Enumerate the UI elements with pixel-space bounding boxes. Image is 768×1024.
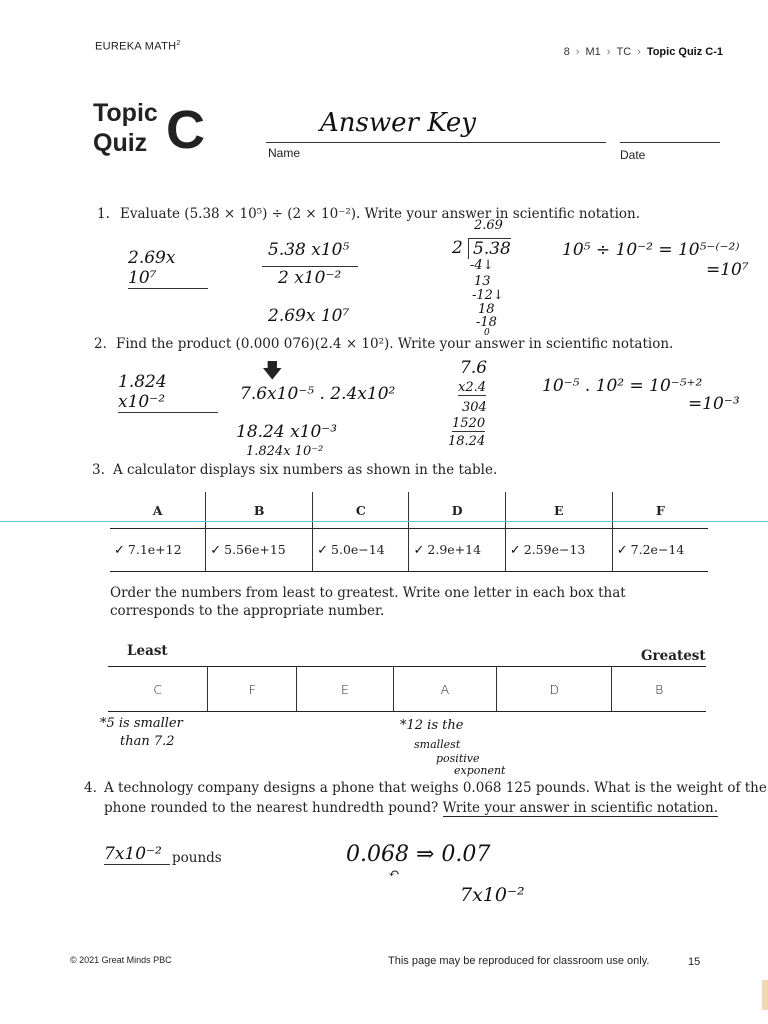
table-cell: ✓ 2.9e+14 <box>409 529 505 572</box>
q1-work-numerator: 5.38 x10⁵ <box>268 240 350 260</box>
table-header-cell: F <box>655 502 665 518</box>
q1-division-step: -12↓ <box>472 288 504 303</box>
scan-guide-line <box>0 521 768 522</box>
checkmark-icon: ✓ <box>210 543 222 558</box>
quiz-letter: C <box>166 100 205 160</box>
q1-division-step: 18 <box>478 302 495 317</box>
answer-box: B <box>612 667 706 712</box>
q2-mult-step: 1520 <box>452 416 486 431</box>
table-header-cell: A <box>110 492 206 529</box>
date-line <box>620 142 720 143</box>
q4-work-result: 7x10⁻² <box>460 884 525 906</box>
table-header-cell: C <box>313 492 409 529</box>
chevron-right-icon: › <box>575 46 580 58</box>
greatest-label: Greatest <box>641 648 706 664</box>
crumb-grade: 8 <box>563 46 570 58</box>
chevron-right-icon: › <box>637 46 641 58</box>
checkmark-icon: ✓ <box>317 543 329 558</box>
q3-note-right: smallest <box>414 738 461 751</box>
table-cell: ✓ 7.2e−14 <box>612 529 708 572</box>
breadcrumb <box>564 46 723 58</box>
crumb-quiz: Topic Quiz C-1 <box>646 46 723 58</box>
scan-edge-mark <box>762 980 768 1010</box>
q3-note-right: exponent <box>454 764 506 777</box>
q1-division-dividend: 5.38 <box>468 238 511 259</box>
q1-division-divisor: 2 <box>452 238 463 258</box>
reproduction-note: This page may be reproduced for classroom use only. <box>388 955 650 967</box>
q3-note-right: *12 is the <box>400 718 464 733</box>
order-answer-table <box>108 666 706 712</box>
checkmark-icon: ✓ <box>413 543 425 558</box>
q2-work-converted: 1.824x 10⁻² <box>246 444 324 459</box>
q4-unit: pounds <box>172 850 222 866</box>
q4-number: 4. <box>84 780 97 796</box>
name-label: Name <box>268 146 301 160</box>
checkmark-icon: ✓ <box>114 543 125 558</box>
q2-mult-step: 18.24 <box>448 434 486 449</box>
answer-box: A <box>393 667 497 712</box>
q3-number: 3. <box>92 462 105 478</box>
q1-division-quotient: 2.69 <box>474 218 503 233</box>
q3-text: A calculator displays six numbers as shown in the table. <box>113 462 498 478</box>
q2-mult-by: x2.4 <box>458 380 487 395</box>
q3-note-right: positive <box>436 752 480 765</box>
crumb-topic: TC <box>616 46 632 58</box>
table-row <box>108 667 706 712</box>
arrow-down-icon: 🡇 <box>262 358 283 382</box>
q2-number: 2. <box>94 336 107 352</box>
q1-exponent-work: 10⁵ ÷ 10⁻² = 10⁵⁻⁽⁻²⁾ <box>562 240 740 260</box>
table-row <box>110 529 708 572</box>
handwritten-name: Answer Key <box>320 108 476 138</box>
answer-box: C <box>108 667 208 712</box>
q2-text: Find the product (0.000 076)(2.4 × 10²). Write your answer in scientific notation. <box>116 336 674 352</box>
q1-exponent-result: =10⁷ <box>706 260 749 280</box>
brand-label: EUREKA MATH$^2$ <box>95 40 181 53</box>
page-number: 15 <box>688 956 701 968</box>
q1-text: Evaluate (5.38 × 10⁵) ÷ (2 × 10⁻²). Write your answer in scientific notation. <box>120 206 641 222</box>
q2-work-product: 18.24 x10⁻³ <box>236 422 338 442</box>
q4-answer: 7x10⁻² <box>104 844 170 865</box>
q1-work-result: 2.69x 10⁷ <box>268 306 350 326</box>
table-header-cell: E <box>505 492 612 529</box>
chevron-right-icon: › <box>606 46 611 58</box>
q1-number: 1. <box>97 206 110 222</box>
checkmark-icon: ✓ <box>616 543 628 558</box>
calculator-values-table <box>110 492 708 572</box>
q2-mult-step: 304 <box>462 400 487 415</box>
fraction-bar <box>262 266 358 267</box>
q2-mult-top: 7.6 <box>460 358 488 378</box>
q2-work-expression: 7.6x10⁻⁵ . 2.4x10² <box>240 384 396 404</box>
name-line <box>266 142 606 143</box>
checkmark-icon: ✓ <box>509 543 521 558</box>
q3-instruction: Order the numbers from least to greatest. Write one letter in each box that corresponds to the appropriate number. <box>110 585 626 619</box>
q1-division-step: 0 <box>484 328 490 338</box>
q1-work-denominator: 2 x10⁻² <box>278 268 342 288</box>
page-title: Topic Quiz <box>93 99 158 157</box>
q2-exponent-result: =10⁻³ <box>688 394 740 414</box>
table-header-row <box>110 492 708 529</box>
table-cell: ✓ 5.56e+15 <box>206 529 313 572</box>
q1-division-step: -4↓ <box>470 258 494 273</box>
table-header-cell: B <box>206 492 313 529</box>
least-label: Least <box>127 643 168 659</box>
q1-division-step: 13 <box>474 274 491 289</box>
curved-arrow-icon: ↶ <box>388 866 400 882</box>
answer-box: F <box>208 667 297 712</box>
q1-division-step: -18 <box>476 315 497 330</box>
table-cell: ✓ 7.1e+12 <box>110 529 206 572</box>
q3-note-left: than 7.2 <box>120 734 175 749</box>
date-label: Date <box>620 148 646 162</box>
q4-text: A technology company designs a phone that weighs 0.068 125 pounds. What is the weight of the <box>104 780 767 796</box>
answer-box: E <box>297 667 393 712</box>
q4-work-rounding: 0.068 ⇒ 0.07 <box>346 842 491 867</box>
table-cell: ✓ 5.0e−14 <box>313 529 409 572</box>
q1-answer: 2.69x 10⁷ <box>128 248 208 289</box>
copyright: © 2021 Great Minds PBC <box>70 955 172 965</box>
answer-box: D <box>497 667 612 712</box>
q4-text: phone rounded to the nearest hundredth pound? Write your answer in scientific notation. <box>104 800 719 816</box>
table-cell: ✓ 2.59e−13 <box>505 529 612 572</box>
crumb-module: M1 <box>585 46 601 58</box>
table-header-cell: D <box>409 492 505 529</box>
q2-answer: 1.824 x10⁻² <box>118 372 218 413</box>
q3-note-left: *5 is smaller <box>100 716 183 731</box>
q2-exponent-work: 10⁻⁵ . 10² = 10⁻⁵⁺² <box>542 376 703 396</box>
